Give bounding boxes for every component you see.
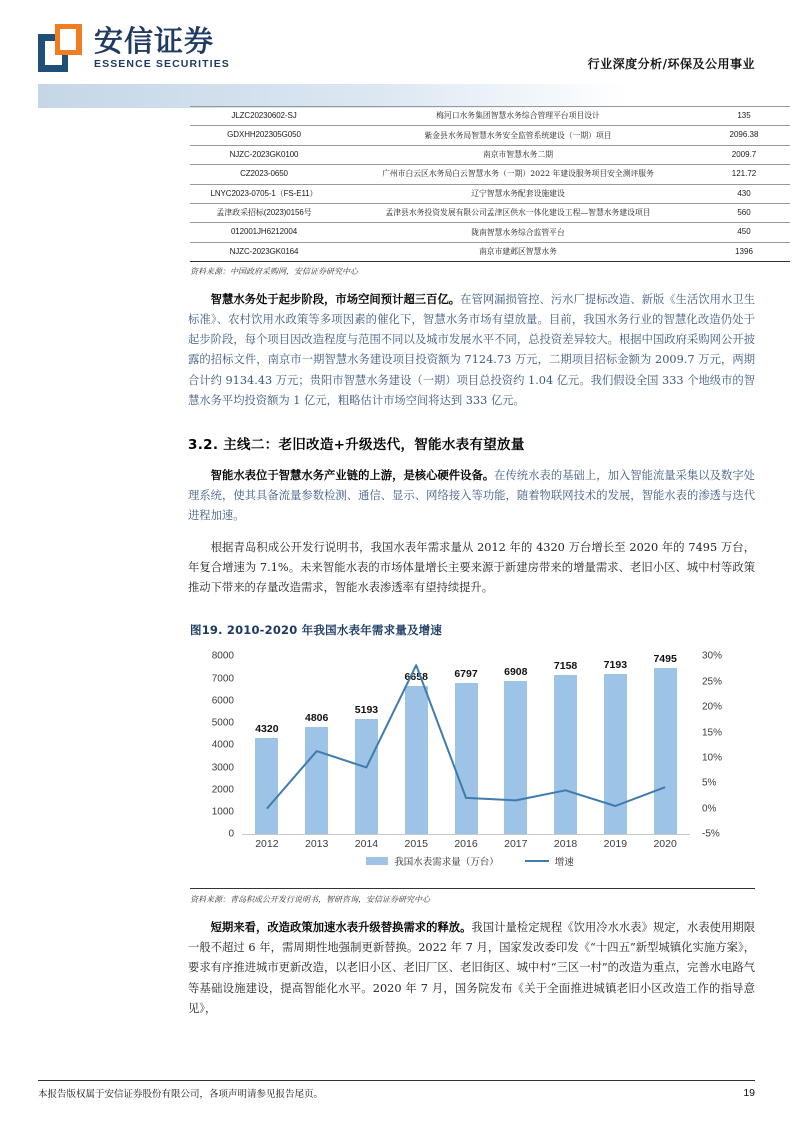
footer-copyright-note: 本报告版权属于安信证券股份有限公司，各项声明请参见报告尾页。 [38, 1089, 324, 1100]
y-axis-tick-right: 25% [702, 676, 723, 688]
cell-project-name: 广州市白云区水务局白云智慧水务（一期）2022 年建设服务项目安全测评服务 [338, 165, 698, 184]
chart-bar-value-label: 4806 [304, 712, 329, 725]
cell-project-name: 孟津县水务投资发展有限公司孟津区供水一体化建设工程—智慧水务建设项目 [338, 203, 698, 222]
logo-english-name: ESSENCE SECURITIES [94, 58, 230, 71]
cell-project-name: 梅河口水务集团智慧水务综合管理平台项目设计 [338, 107, 698, 126]
chart-left-axis [190, 650, 238, 840]
cell-project-amount: 430 [698, 184, 790, 203]
legend-line-label: 增速 [554, 857, 574, 869]
cell-project-name: 紫金县水务局智慧水务安全监管系统建设（一期）项目 [338, 126, 698, 145]
page-content [0, 100, 793, 1019]
table-row [190, 107, 790, 126]
cell-project-code: NJZC-2023GK0100 [190, 145, 338, 164]
p1-body: 在管网漏损管控、污水厂提标改造、新版《生活饮用水卫生标准》、农村饮用水政策等多项因素的催化下，智慧水务市场有望放量。目前，我国水务行业的智慧化改造仍处于起步阶段，每个项目因改造程度与范围不同以及城市发展水平不同，总投资差异较大。根据中国政府采购网公开披露的招标文件，南京市一期智慧水务建设项目投资额为 7124.73 万元，二期项目招标金额为 2009.7 万元，两期合计约 9134.43 万元；贵阳市智慧水务建设（一期）项目总投资约 1.04 亿元。我们假设全国 333 个地级市的智慧水务平均投资额为 1 亿元，粗略估计市场空间将达到 333 亿元。 [188, 293, 755, 407]
page-header [0, 0, 793, 96]
p3-body: 根据青岛积成公开发行说明书，我国水表年需求量从 2012 年的 4320 万台增长至 2020 年的 7495 万台，年复合增速为 7.1%。未来智能水表的市场体量增长主要来源于新建房带来的增量需求、老旧小区、城中村等政策推动下带来的存量改造需求，智能水表渗透率有望持续提升。 [188, 540, 755, 595]
cell-project-amount: 1396 [698, 242, 790, 261]
cell-project-name: 辽宁智慧水务配套设施建设 [338, 184, 698, 203]
y-axis-tick-right: -5% [702, 828, 720, 840]
cell-project-code: 012001JH6212004 [190, 223, 338, 242]
y-axis-tick-left: 6000 [211, 695, 234, 707]
projects-table-wrapper [190, 106, 759, 262]
legend-bar-label: 我国水表需求量（万台） [394, 857, 499, 869]
y-axis-tick-right: 15% [702, 727, 723, 739]
p2-bold-lead: 智能水表位于智慧水务产业链的上游，是核心硬件设备。 [210, 467, 495, 482]
paragraph-smart-water-market [38, 289, 755, 411]
cell-project-name: 陇南智慧水务综合监管平台 [338, 223, 698, 242]
legend-item-line [525, 854, 574, 868]
chart-legend [190, 854, 750, 868]
page-footer [38, 1080, 755, 1100]
paragraph-demand-growth [38, 538, 755, 598]
y-axis-tick-right: 10% [702, 752, 723, 764]
chart-bar-value-label: 6658 [404, 671, 428, 684]
figure-19-chart [190, 648, 750, 876]
chart-baseline [242, 834, 690, 835]
y-axis-tick-left: 4000 [211, 739, 234, 751]
chart-bar-value-label: 7495 [653, 652, 677, 665]
p1-bold-lead: 智慧水务处于起步阶段，市场空间预计超三百亿。 [210, 292, 461, 307]
cell-project-code: 孟津政采招标(2023)0156号 [190, 203, 338, 222]
logo-chinese-name: 安信证券 [94, 24, 215, 58]
y-axis-tick-right: 20% [702, 701, 723, 713]
x-axis-tick-label: 2014 [354, 838, 379, 851]
legend-bar-swatch-icon [366, 857, 388, 865]
chart-bar-value-label: 6797 [454, 668, 478, 681]
table-row [190, 165, 790, 184]
cell-project-amount: 2096.38 [698, 126, 790, 145]
y-axis-tick-left: 0 [228, 828, 234, 840]
p4-body: 我国计量检定规程《饮用冷水水表》规定，水表使用期限一般不超过 6 年，需周期性地强制更新替换。2022 年 7 月，国家发改委印发《“十四五”新型城镇化实施方案》，要求有序推进城市更新改造，以老旧小区、老旧厂区、老旧街区、城中村“三区一村”的改造为重点，完善水电路气等基础设施建设，提高智能化水平。2020 年 7 月，国务院发布《关于全面推进城镇老旧小区改造工作的指导意见》， [188, 921, 755, 1015]
y-axis-tick-right: 0% [702, 803, 717, 815]
legend-line-swatch-icon [525, 860, 549, 862]
table-source-note: 资料来源：中国政府采购网，安信证券研究中心 [190, 267, 358, 277]
y-axis-tick-left: 5000 [211, 717, 234, 729]
x-axis-tick-label: 2012 [255, 838, 279, 851]
chart-bar-value-label: 4320 [255, 723, 279, 736]
cell-project-name: 南京市智慧水务二期 [338, 145, 698, 164]
cell-project-amount: 2009.7 [698, 145, 790, 164]
figure-source-note: 资料来源：青岛积成公开发行说明书，智研咨询，安信证券研究中心 [190, 888, 755, 905]
y-axis-tick-left: 7000 [211, 673, 234, 684]
chart-growth-line [242, 656, 690, 834]
cell-project-amount: 560 [698, 203, 790, 222]
x-axis-tick-label: 2016 [454, 838, 478, 851]
table-row [190, 145, 790, 164]
essence-logo-icon [38, 24, 84, 72]
cell-project-code: GDXHH202305G050 [190, 126, 338, 145]
table-row [190, 242, 790, 261]
cell-project-amount: 450 [698, 223, 790, 242]
x-axis-tick-label: 2018 [553, 838, 578, 851]
x-axis-tick-label: 2020 [653, 838, 677, 851]
cell-project-code: LNYC2023-0705-1（FS-E11） [190, 184, 338, 203]
cell-project-amount: 121.72 [698, 165, 790, 184]
y-axis-tick-left: 1000 [211, 806, 234, 818]
table-row [190, 223, 790, 242]
x-axis-tick-label: 2017 [504, 838, 528, 851]
section-heading-3-2: 3.2. 主线二：老旧改造+升级迭代，智能水表有望放量 [188, 436, 525, 453]
chart-bar-value-label: 7193 [603, 659, 628, 672]
cell-project-code: JLZC20230602-SJ [190, 107, 338, 126]
projects-table [190, 106, 790, 262]
cell-project-code: CZ2023-0650 [190, 165, 338, 184]
company-logo [38, 24, 230, 72]
table-row [190, 203, 790, 222]
y-axis-tick-right: 30% [702, 650, 723, 662]
y-axis-tick-right: 5% [702, 777, 717, 789]
chart-plot-area [242, 652, 690, 834]
p2-body: 在传统水表的基础上，加入智能流量采集以及数字处理系统，使其具备流量参数检测、通信、显示、网络接入等功能，随着物联网技术的发展，智能水表的渗透与迭代进程加速。 [188, 468, 755, 522]
x-axis-tick-label: 2015 [404, 838, 428, 851]
x-axis-tick-label: 2013 [304, 838, 329, 851]
p4-bold-lead: 短期来看，改造政策加速水表升级替换需求的释放。 [210, 920, 472, 935]
cell-project-code: NJZC-2023GK0164 [190, 242, 338, 261]
figure-19-title: 图19. 2010-2020 年我国水表年需求量及增速 [190, 623, 443, 638]
table-row [190, 126, 790, 145]
table-row [190, 184, 790, 203]
y-axis-tick-left: 3000 [211, 762, 234, 773]
y-axis-tick-left: 8000 [211, 650, 234, 662]
y-axis-tick-left: 2000 [211, 784, 234, 796]
chart-bar-value-label: 7158 [553, 660, 578, 672]
cell-project-name: 南京市建邺区智慧水务 [338, 242, 698, 261]
legend-item-bar [366, 854, 499, 868]
page-number: 19 [743, 1087, 755, 1099]
x-axis-tick-label: 2019 [603, 838, 628, 851]
paragraph-smart-meter-intro [38, 465, 755, 526]
paragraph-policy-acceleration [38, 917, 755, 1018]
cell-project-amount: 135 [698, 107, 790, 126]
report-category-label: 行业深度分析/环保及公用事业 [587, 57, 755, 71]
chart-x-axis-labels [242, 838, 690, 850]
chart-bar-value-label: 5193 [354, 703, 379, 716]
chart-right-axis [696, 650, 748, 840]
chart-bar-value-label: 6908 [504, 665, 528, 678]
